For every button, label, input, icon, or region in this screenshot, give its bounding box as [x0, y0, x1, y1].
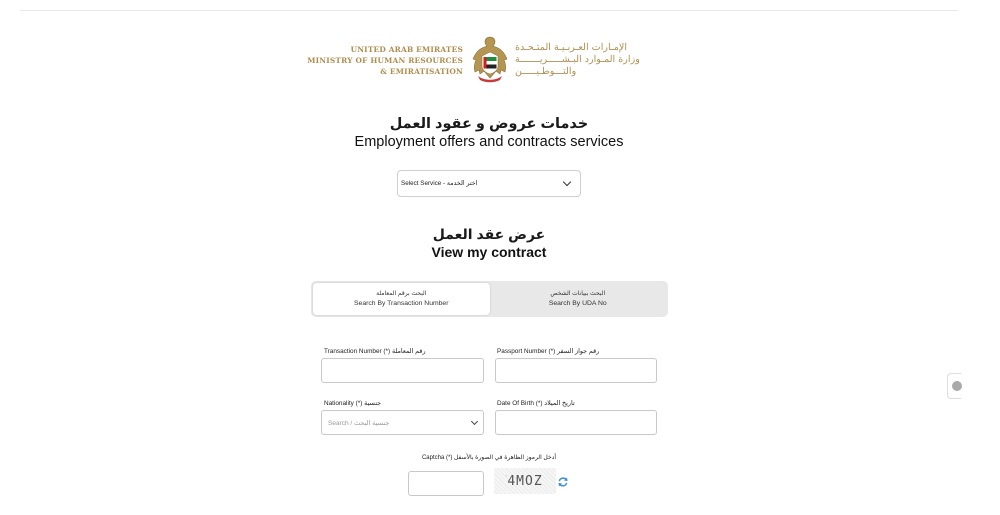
tab-uda-number[interactable]: البحث ببيانات الشخص Search By UDA No [548, 291, 607, 307]
service-select[interactable] [397, 170, 581, 197]
transaction-number-label: Transaction Number (*) رقم المعاملة [324, 348, 426, 355]
refresh-icon[interactable] [557, 476, 569, 488]
floating-side-widget[interactable] [947, 373, 961, 399]
ministry-logo [307, 34, 651, 84]
logo-text-en: UNITED ARAB EMIRATES MINISTRY OF HUMAN RESOURCES & EMIRATISATION [307, 45, 463, 76]
section-title-en: View my contract [431, 244, 547, 260]
captcha-label: Captcha (*) أدخل الرموز الظاهرة في الصورة بالأسفل [421, 455, 557, 461]
section-title-ar: عرض عقد العمل [432, 226, 546, 242]
captcha-image [494, 468, 556, 494]
captcha-input[interactable] [408, 471, 484, 496]
nationality-label: Nationality (*) جنسية [324, 400, 382, 407]
widget-icon [952, 381, 962, 391]
top-divider [20, 10, 958, 11]
chevron-down-icon [471, 417, 478, 424]
nationality-select[interactable] [321, 410, 484, 435]
page-title-en: Employment offers and contracts services [354, 134, 624, 150]
tab-transaction-number[interactable]: البحث برقم المعاملة Search By Transaction Number [313, 283, 490, 315]
search-mode-tabs [311, 281, 668, 317]
logo-text-ar: الإمـارات العـربـيـة المتـحـدة وزارة المـوارد البـشـــــريـــــــة والتـــوطـيـــــن [515, 42, 640, 77]
captcha-text: 4MOZ [507, 473, 543, 489]
falcon-emblem-icon [470, 34, 510, 84]
transaction-number-input[interactable] [321, 358, 484, 383]
date-of-birth-label: Date Of Birth (*) تاريخ الميلاد [497, 400, 575, 407]
service-select-value: Select Service - اختر الخدمة [401, 180, 478, 187]
page-title-ar: خدمات عروض و عقود العمل [389, 116, 589, 132]
passport-number-input[interactable] [495, 358, 657, 383]
nationality-placeholder: Search / جنسية البحث [328, 419, 390, 427]
date-of-birth-input[interactable] [495, 410, 657, 435]
chevron-down-icon [563, 178, 571, 186]
passport-number-label: Passport Number (*) رقم جواز السفر [497, 348, 600, 355]
